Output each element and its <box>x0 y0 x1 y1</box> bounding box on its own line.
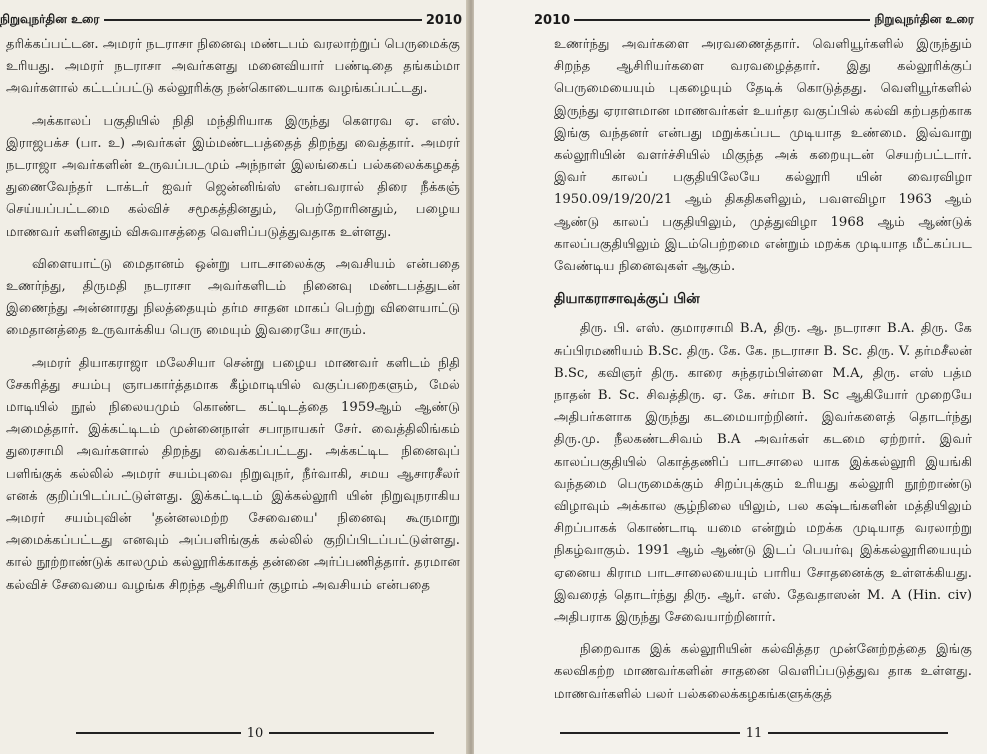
left-page-header <box>0 10 462 30</box>
paragraph: தரிக்கப்பட்டன. அமரர் நடராசா நினைவு மண்டபம் வரலாற்றுப் பெருமைக்கு உரியது. அமரர் நடராசா அவர்களது மனைவியார் பண்டிதை தங்கம்மா அவர்களால் கட்டப்பட்டு கல்லூரிக்கு நன்கொடையாக வழங்கப்பட்டது. <box>6 37 460 97</box>
paragraph: அமரர் தியாகராஜா மலேசியா சென்று பழைய மாணவர் களிடம் நிதி சேகரித்து சயம்பு ஞாபகார்த்தமாக கீழ்மாடியில் வகுப்பறைகளும், மேல் மாடியில் நூல் நிலையமும் கொண்ட கட்டிடத்தை 1959ஆம் ஆண்டு அமைத்தார். இக்கட்டிடம் முன்னைநாள் சபாநாயகர் சேர். வைத்திலிங்கம் துரைசாமி அவர்களால் திறந்து வைக்கப்பட்டது. அக்கட்டிட நினைவுப் பளிங்குக் கல்லில் அமரர் சயம்புவை நிறுவுநர், நீர்வாகி, சமய ஆசாரசீலர் எனக் குறிப்பிடப்பட்டுள்ளது. இக்கட்டிடம் இக்கல்லூரி யின் நிறுவுநராகிய அமரர் சயம்புவின் 'தன்னலமற்ற சேவையை' நினைவு கூருமாறு அமைக்கப்பட்டது எனவும் அப்பளிங்குக் கல்லில் குறிப்பிடப்பட்டுள்ளது. கால் நூற்றாண்டுக் காலமும் கல்லூரிக்காகத் தன்னை அர்ப்பணித்தார். தரமான கல்விச் சேவையை வழங்க சிறந்த ஆசிரியர் குழாம் அவசியம் என்பதை <box>6 355 460 593</box>
header-rule <box>574 19 870 21</box>
footer-rule <box>768 732 948 734</box>
paragraph: நிறைவாக இக் கல்லூரியின் கல்வித்தர முன்னேற்றத்தை இங்கு கலவிகற்ற மாணவர்களின் சாதனை வெளிப்படுத்துவ தாக உள்ளது. மாணவர்களில் பலர் பல்கலைக்கழகங்களுக்குத் <box>554 642 972 702</box>
footer-rule <box>76 732 241 734</box>
paragraph: அக்காலப் பகுதியில் நிதி மந்திரியாக இருந்து கௌரவ ஏ. எஸ். இராஜபக்ச (பா. உ) அவர்கள் இம்மண்டபத்தைத் திறந்து வைத்தார். அமரர் நடராஜா அவர்களின் உருவப்படமும் அந்நாள் இலங்கைப் பல்கலைக்கழகத் துணைவேந்தர் டாக்டர் ஐவர் ஜென்னிங்ஸ் என்பவரால் திரை நீக்கஞ் செய்யப்பட்டமை கல்விச் சமூகத்தினதும், பெற்றோரினதும், பழைய மாணவர் களினதும் விசுவாசத்தை வெளிப்படுத்துவதாக உள்ளது. <box>6 113 460 240</box>
left-page-body <box>6 34 460 607</box>
page-number: 10 <box>246 725 264 741</box>
header-title: நிறுவுநர்தின உரை <box>0 12 100 26</box>
footer-rule <box>560 732 740 734</box>
left-page <box>0 0 468 754</box>
header-rule <box>104 19 422 21</box>
page-number: 11 <box>745 725 763 741</box>
header-year: 2010 <box>534 12 571 28</box>
header-year: 2010 <box>425 12 462 28</box>
right-page-body <box>554 34 972 716</box>
footer-rule <box>269 732 434 734</box>
section-title: தியாகராசாவுக்குப் பின் <box>554 291 700 308</box>
paragraph: திரு. பி. எஸ். குமாரசாமி B.A, திரு. ஆ. நடராசா B.A. திரு. கே சுப்பிரமணியம் B.Sc. திரு. கே. கே. நடராசா B. Sc. திரு. V. தர்மசீலன் B.Sc, கவிஞர் திரு. காரை சுந்தரம்பிள்ளை M.A, திரு. எஸ் பத்ம நாதன் B. Sc. சிவத்திரு. ஏ. கே. சர்மா B. Sc ஆகியோர் முறையே அதிபர்களாக இருந்து கடமையாற்றினர். இவர்களைத் தொடர்ந்து திரு.மு. நீலகண்டசிவம் B.A அவர்கள் கடமை ஏற்றார். இவர் காலப்பகுதியில் கொத்தணிப் பாடசாலை யாக இக்கல்லூரி இயங்கி வந்தமை பெருமைக்கும் சிறப்புக்கும் உரியது கல்லூரி நூற்றாண்டு விழாவும் அக்கால சூழ்நிலை யிலும், பல கஷ்டங்களின் மத்தியிலும் சிறப்பாகக் கொண்டாடி யமை என்றும் மறக்க முடியாத வரலாற்று நிகழ்வாகும். 1991 ஆம் ஆண்டு இடப் பெயர்வு இக்கல்லூரியையும் ஏனைய கிராம பாடசாலையையும் பாரிய சோதனைக்கு உள்ளக்கியது. இவரைத் தொடர்ந்து திரு. ஆர். எஸ். தேவதாஸன் M. A (Hin. civ) அதிபராக இருந்து சேவையாற்றினார். <box>554 321 972 626</box>
right-page-header <box>534 10 974 30</box>
right-page <box>474 0 987 754</box>
paragraph: உணர்ந்து அவர்களை அரவணைத்தார். வெளியூர்களில் இருந்தும் சிறந்த ஆசிரியர்களை வரவழைத்தார். இது கல்லூரிக்குப் பெருமையையும் புகழையும் தேடிக் கொடுத்தது. வெளியூர்களில் இருந்து ஏராளமான மாணவர்கள் உயர்தர வகுப்பில் கல்வி கற்பதற்காக இங்கு வந்தனர் என்பது மறுக்கப்பட முடியாத உண்மை. இவ்வாறு கல்லூரியின் வளர்ச்சியில் மிகுந்த அக் கறையுடன் செயற்பட்டார். இவர் காலப் பகுதியிலேயே கல்லூரி யின் வைரவிழா 1950.09/19/20/21 ஆம் திகதிகளிலும், பவளவிழா 1963 ஆம் ஆண்டு காலப் பகுதியிலும், முத்துவிழா 1968 ஆம் ஆண்டுக் காலப்பகுதியிலும் இடம்பெற்றமை என்றும் மறக்க முடியாத மீட்கப்பட வேண்டிய நினைவுகள் ஆகும். <box>554 37 972 275</box>
right-page-footer <box>554 724 954 742</box>
left-page-footer <box>70 724 440 742</box>
paragraph: விளையாட்டு மைதானம் ஒன்று பாடசாலைக்கு அவசியம் என்பதை உணர்ந்து, திருமதி நடராசா அவர்களிடம் நினைவு மண்டபத்துடன் இணைந்து அன்னாரது நிலத்தையும் தர்ம சாதன மாகப் பெற்று விளையாட்டு மைதானத்தை உருவாக்கிய பெரு மையும் இவரையே சாரும். <box>6 256 460 339</box>
header-title: நிறுவுநர்தின உரை <box>874 12 974 26</box>
